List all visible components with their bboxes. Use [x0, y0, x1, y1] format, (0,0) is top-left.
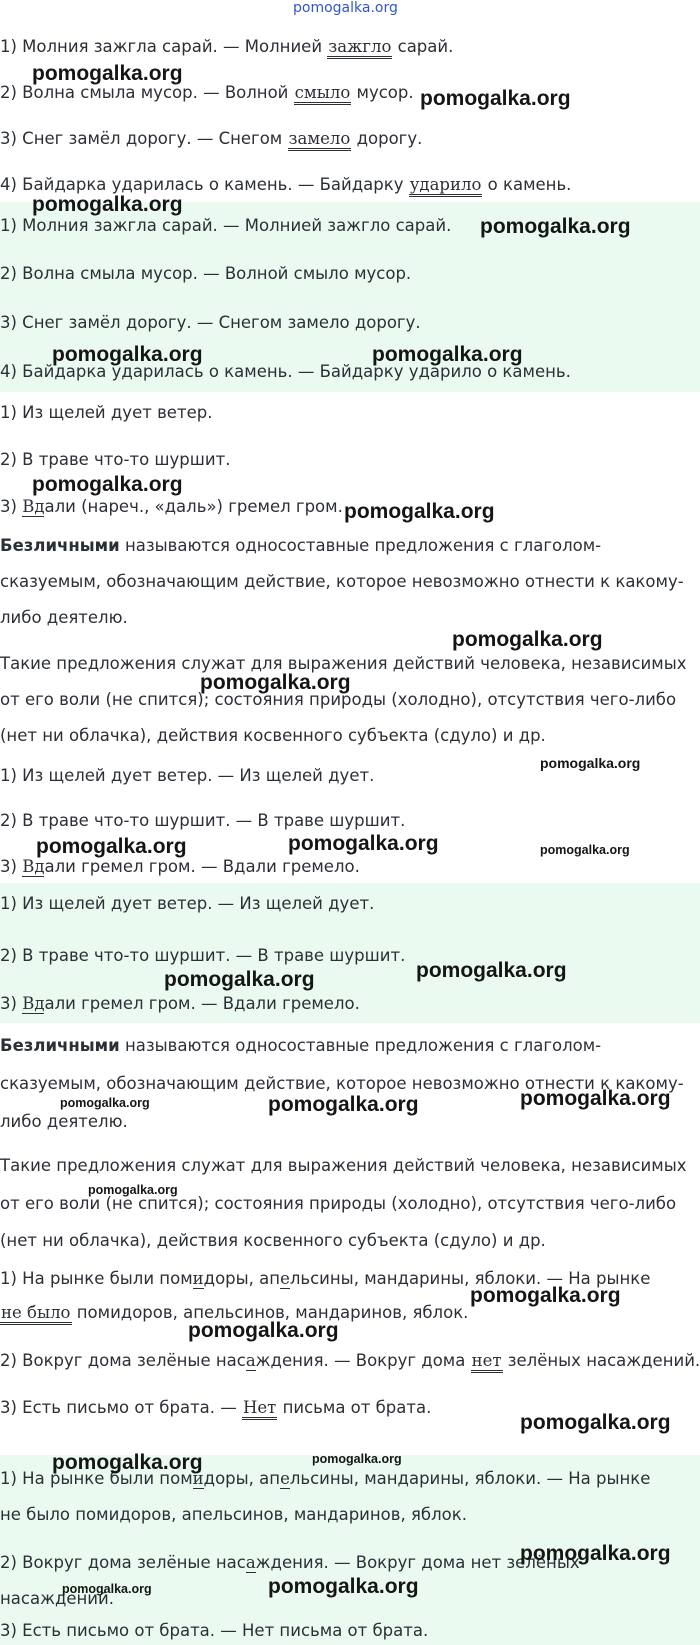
- s4-line-1: 1) На рынке были помидоры, апельсины, мандарины, яблоки. — На рынке: [0, 1269, 651, 1288]
- a2-line-3: 3) Вдали гремел гром. — Вдали гремело.: [0, 994, 360, 1013]
- a1-line-2: 2) Волна смыла мусор. — Волной смыло мусор.: [0, 264, 412, 283]
- a3-line-2: не было помидоров, апельсинов, мандаринов, яблок.: [0, 1505, 467, 1524]
- s3-line-3: 3) Вдали гремел гром. — Вдали гремело.: [0, 857, 360, 876]
- theory-1-line-3: либо деятелю.: [0, 608, 128, 627]
- s2-line-3: 3) Вдали (нареч., «даль») гремел гром.: [0, 497, 343, 516]
- watermark: pomogalka.org: [452, 628, 603, 651]
- watermark: pomogalka.org: [540, 843, 630, 857]
- s1-line-1: 1) Молния зажгла сарай. — Молнией зажгло сарай.: [0, 36, 453, 58]
- watermark: pomogalka.org: [32, 62, 183, 85]
- a2-line-1: 1) Из щелей дует ветер. — Из щелей дует.: [0, 894, 375, 913]
- theory-2-line-2: сказуемым, обозначающим действие, которое невозможно отнести к какому-: [0, 1074, 684, 1093]
- a3-line-1: 1) На рынке были помидоры, апельсины, мандарины, яблоки. — На рынке: [0, 1469, 651, 1488]
- watermark: pomogalka.org: [52, 343, 203, 366]
- theory-1-line-4: Такие предложения служат для выражения действий человека, независимых: [0, 654, 687, 673]
- watermark: pomogalka.org: [372, 343, 523, 366]
- watermark: pomogalka.org: [520, 1411, 671, 1434]
- watermark: pomogalka.org: [416, 959, 567, 982]
- a3-line-3: 2) Вокруг дома зелёные насаждения. — Вокруг дома нет зелёных: [0, 1553, 580, 1572]
- watermark: pomogalka.org: [288, 832, 439, 855]
- s3-line-2: 2) В траве что-то шуршит. — В траве шуршит.: [0, 811, 406, 830]
- s2-line-1: 1) Из щелей дует ветер.: [0, 403, 213, 422]
- s4-line-3: 2) Вокруг дома зелёные насаждения. — Вокруг дома нет зелёных насаждений.: [0, 1350, 700, 1372]
- a1-line-1: 1) Молния зажгла сарай. — Молнией зажгло сарай.: [0, 216, 452, 235]
- a1-line-4: 4) Байдарка ударилась о камень. — Байдарку ударило о камень.: [0, 362, 571, 381]
- watermark: pomogalka.org: [52, 1451, 203, 1474]
- theory-2-line-1: Безличными называются односоставные предложения с глаголом-: [0, 1036, 602, 1055]
- theory-2-line-4: Такие предложения служат для выражения действий человека, независимых: [0, 1156, 687, 1175]
- watermark: pomogalka.org: [62, 1582, 152, 1596]
- watermark: pomogalka.org: [32, 473, 183, 496]
- watermark: pomogalka.org: [188, 1319, 339, 1342]
- watermark: pomogalka.org: [200, 671, 351, 694]
- a1-line-3: 3) Снег замёл дорогу. — Снегом замело дорогу.: [0, 313, 421, 332]
- watermark: pomogalka.org: [480, 215, 631, 238]
- watermark: pomogalka.org: [88, 1183, 178, 1197]
- s3-line-1: 1) Из щелей дует ветер. — Из щелей дует.: [0, 766, 375, 785]
- s1-line-2: 2) Волна смыла мусор. — Волной смыло мусор.: [0, 82, 414, 104]
- s1-line-4: 4) Байдарка ударилась о камень. — Байдарку ударило о камень.: [0, 174, 571, 196]
- a3-line-4: насаждений.: [0, 1589, 114, 1608]
- watermark: pomogalka.org: [312, 1452, 402, 1466]
- watermark: pomogalka.org: [60, 1096, 150, 1110]
- theory-1-line-5: от его воли (не спится); состояния природы (холодно), отсутствия чего-либо: [0, 690, 677, 709]
- theory-1-line-2: сказуемым, обозначающим действие, которое невозможно отнести к какому-: [0, 572, 684, 591]
- theory-1-line-1: Безличными называются односоставные предложения с глаголом-: [0, 536, 602, 555]
- a2-line-2: 2) В траве что-то шуршит. — В траве шуршит.: [0, 946, 406, 965]
- theory-2-line-6: (нет ни облачка), действия косвенного субъекта (сдуло) и др.: [0, 1231, 546, 1250]
- a3-line-5: 3) Есть письмо от брата. — Нет письма от брата.: [0, 1621, 429, 1640]
- header-watermark: pomogalka.org: [293, 0, 398, 16]
- watermark: pomogalka.org: [32, 193, 183, 216]
- watermark: pomogalka.org: [164, 968, 315, 991]
- watermark: pomogalka.org: [520, 1542, 671, 1565]
- s4-line-4: 3) Есть письмо от брата. — Нет письма от брата.: [0, 1397, 431, 1419]
- watermark: pomogalka.org: [470, 1284, 621, 1307]
- theory-2-line-3: либо деятелю.: [0, 1112, 128, 1131]
- watermark: pomogalka.org: [420, 87, 571, 110]
- s1-line-3: 3) Снег замёл дорогу. — Снегом замело дорогу.: [0, 128, 422, 150]
- theory-2-line-5: от его воли (не спится); состояния природы (холодно), отсутствия чего-либо: [0, 1194, 677, 1213]
- watermark: pomogalka.org: [344, 500, 495, 523]
- watermark: pomogalka.org: [268, 1575, 419, 1598]
- s2-line-2: 2) В траве что-то шуршит.: [0, 450, 231, 469]
- watermark: pomogalka.org: [540, 755, 641, 771]
- watermark: pomogalka.org: [520, 1087, 671, 1110]
- watermark: pomogalka.org: [268, 1093, 419, 1116]
- s4-line-2: не было помидоров, апельсинов, мандаринов, яблок.: [0, 1302, 468, 1324]
- watermark: pomogalka.org: [36, 835, 187, 858]
- theory-1-line-6: (нет ни облачка), действия косвенного субъекта (сдуло) и др.: [0, 726, 546, 745]
